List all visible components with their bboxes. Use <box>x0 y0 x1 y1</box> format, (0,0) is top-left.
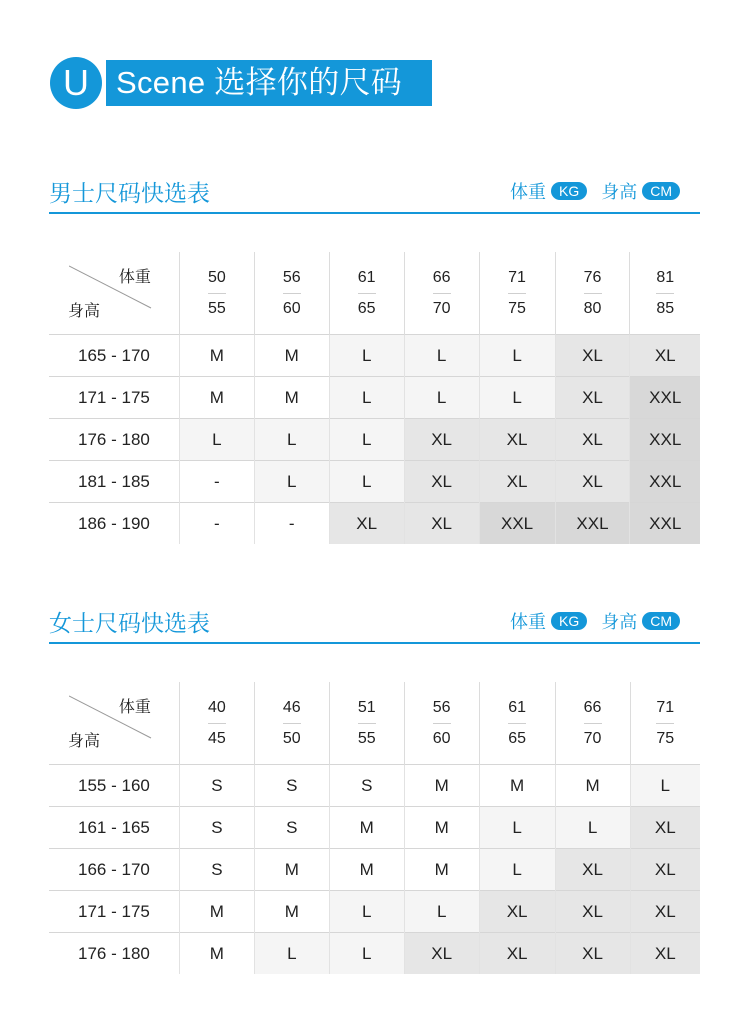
size-cell: XXL <box>479 503 555 545</box>
section-divider <box>49 212 700 214</box>
height-range-label: 186 - 190 <box>49 503 179 545</box>
table-row <box>49 891 700 933</box>
size-cell: XL <box>630 891 700 933</box>
size-cell: L <box>479 335 555 377</box>
size-cell: M <box>254 849 329 891</box>
size-cell: L <box>329 461 404 503</box>
weight-max: 55 <box>207 299 226 317</box>
height-range-label: 161 - 165 <box>49 807 179 849</box>
women-size-table <box>49 682 700 974</box>
weight-max: 70 <box>583 729 602 747</box>
size-cell: XL <box>555 849 630 891</box>
size-cell: L <box>329 891 404 933</box>
size-cell: XL <box>479 933 555 975</box>
size-cell: XL <box>404 503 479 545</box>
weight-min: 50 <box>207 268 226 286</box>
weight-max: 75 <box>656 729 675 747</box>
height-range-label: 181 - 185 <box>49 461 179 503</box>
men-size-table <box>49 252 700 544</box>
weight-unit-tag: KG <box>551 182 587 200</box>
weight-range-header <box>630 682 700 765</box>
size-cell: - <box>254 503 329 545</box>
size-cell: M <box>254 335 329 377</box>
weight-range-header <box>254 682 329 765</box>
size-cell: L <box>254 933 329 975</box>
height-label: 身高 <box>601 182 638 203</box>
size-cell: L <box>329 933 404 975</box>
table-row <box>49 335 700 377</box>
height-range-label: 166 - 170 <box>49 849 179 891</box>
size-cell: L <box>555 807 630 849</box>
size-cell: M <box>329 807 404 849</box>
brand-title: Scene 选择你的尺码 <box>116 65 403 100</box>
weight-range-header <box>404 252 479 335</box>
section-divider <box>49 642 700 644</box>
weight-unit-tag: KG <box>551 612 587 630</box>
height-range-label: 176 - 180 <box>49 419 179 461</box>
weight-max: 50 <box>282 729 301 747</box>
weight-min: 46 <box>282 698 301 716</box>
size-cell: S <box>254 765 329 807</box>
table-row <box>49 849 700 891</box>
size-cell: M <box>179 377 254 419</box>
table-row <box>49 377 700 419</box>
weight-range-header <box>254 252 329 335</box>
weight-min: 61 <box>357 268 376 286</box>
size-cell: L <box>329 335 404 377</box>
height-label: 身高 <box>601 612 638 633</box>
size-cell: XL <box>630 933 700 975</box>
weight-max: 60 <box>432 729 451 747</box>
size-cell: XL <box>555 891 630 933</box>
table-row <box>49 933 700 975</box>
size-cell: L <box>479 849 555 891</box>
weight-min: 71 <box>656 698 675 716</box>
size-cell: M <box>329 849 404 891</box>
size-cell: L <box>404 335 479 377</box>
height-range-label: 176 - 180 <box>49 933 179 975</box>
weight-min: 71 <box>508 268 526 286</box>
weight-max: 75 <box>508 299 526 317</box>
size-cell: - <box>179 461 254 503</box>
size-cell: XL <box>404 933 479 975</box>
size-cell: XL <box>555 377 630 419</box>
height-range-label: 165 - 170 <box>49 335 179 377</box>
size-cell: S <box>179 849 254 891</box>
weight-min: 56 <box>282 268 301 286</box>
weight-range-header <box>555 682 630 765</box>
weight-min: 61 <box>508 698 526 716</box>
size-cell: XL <box>404 461 479 503</box>
women-section-title: 女士尺码快选表 <box>49 611 210 637</box>
table-row <box>49 807 700 849</box>
size-cell: XL <box>555 335 630 377</box>
size-cell: M <box>179 933 254 975</box>
weight-min: 81 <box>656 268 675 286</box>
size-cell: M <box>254 891 329 933</box>
weight-min: 56 <box>432 698 451 716</box>
weight-range-header <box>179 252 254 335</box>
corner-header <box>49 252 179 335</box>
size-cell: M <box>404 765 479 807</box>
size-cell: - <box>179 503 254 545</box>
size-cell: XL <box>555 419 630 461</box>
corner-weight-label: 体重 <box>118 269 151 286</box>
size-cell: M <box>179 891 254 933</box>
size-cell: XXL <box>555 503 630 545</box>
height-unit-tag: CM <box>642 612 680 630</box>
weight-min: 66 <box>583 698 602 716</box>
size-cell: XL <box>479 419 555 461</box>
size-cell: XL <box>404 419 479 461</box>
size-cell: L <box>630 765 700 807</box>
height-range-label: 155 - 160 <box>49 765 179 807</box>
size-cell: L <box>329 419 404 461</box>
corner-height-label: 身高 <box>68 303 101 320</box>
size-cell: S <box>254 807 329 849</box>
size-cell: S <box>179 765 254 807</box>
table-row <box>49 461 700 503</box>
size-cell: XL <box>630 335 700 377</box>
weight-min: 66 <box>432 268 451 286</box>
weight-range-header <box>404 682 479 765</box>
size-cell: M <box>254 377 329 419</box>
size-cell: XXL <box>630 419 700 461</box>
weight-max: 80 <box>583 299 602 317</box>
size-cell: S <box>179 807 254 849</box>
weight-label: 体重 <box>509 182 546 203</box>
weight-max: 45 <box>207 729 226 747</box>
size-cell: M <box>404 849 479 891</box>
table-row <box>49 765 700 807</box>
size-cell: L <box>404 891 479 933</box>
size-cell: L <box>329 377 404 419</box>
weight-range-header <box>555 252 630 335</box>
size-cell: XL <box>555 933 630 975</box>
size-cell: L <box>479 377 555 419</box>
size-cell: L <box>254 419 329 461</box>
size-cell: M <box>555 765 630 807</box>
weight-range-header <box>479 252 555 335</box>
table-row <box>49 419 700 461</box>
weight-range-header <box>329 252 404 335</box>
size-cell: L <box>479 807 555 849</box>
height-range-label: 171 - 175 <box>49 377 179 419</box>
table-row <box>49 503 700 545</box>
weight-min: 51 <box>357 698 376 716</box>
weight-range-header <box>479 682 555 765</box>
size-cell: XXL <box>630 377 700 419</box>
size-cell: L <box>179 419 254 461</box>
weight-min: 40 <box>207 698 226 716</box>
size-cell: S <box>329 765 404 807</box>
weight-range-header <box>630 252 700 335</box>
size-cell: L <box>404 377 479 419</box>
weight-max: 70 <box>432 299 451 317</box>
size-cell: XXL <box>630 503 700 545</box>
size-cell: XL <box>555 461 630 503</box>
height-range-label: 171 - 175 <box>49 891 179 933</box>
weight-max: 65 <box>508 729 526 747</box>
size-cell: XL <box>329 503 404 545</box>
units-legend <box>510 608 680 634</box>
weight-max: 55 <box>357 729 376 747</box>
men-section-title: 男士尺码快选表 <box>49 181 210 207</box>
size-cell: M <box>179 335 254 377</box>
size-cell: M <box>479 765 555 807</box>
size-cell: XL <box>630 849 700 891</box>
weight-range-header <box>179 682 254 765</box>
brand-title-bar <box>106 60 432 106</box>
weight-max: 85 <box>656 299 675 317</box>
corner-height-label: 身高 <box>68 733 101 750</box>
weight-label: 体重 <box>509 612 546 633</box>
size-cell: XL <box>630 807 700 849</box>
brand-logo-letter: U <box>50 57 102 109</box>
weight-min: 76 <box>583 268 602 286</box>
corner-weight-label: 体重 <box>118 699 151 716</box>
height-unit-tag: CM <box>642 182 680 200</box>
size-cell: XL <box>479 891 555 933</box>
size-cell: M <box>404 807 479 849</box>
size-cell: L <box>254 461 329 503</box>
weight-range-header <box>329 682 404 765</box>
units-legend <box>510 178 680 204</box>
size-cell: XL <box>479 461 555 503</box>
corner-header <box>49 682 179 765</box>
size-cell: XXL <box>630 461 700 503</box>
weight-max: 65 <box>357 299 376 317</box>
weight-max: 60 <box>282 299 301 317</box>
